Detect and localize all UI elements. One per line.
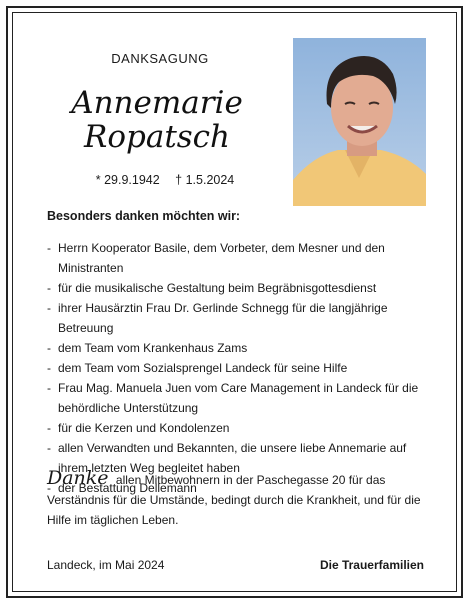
thanks-list bbox=[47, 238, 437, 498]
list-item: - Frau Mag. Manuela Juen vom Care Management in Landeck für die behördliche Unterstützung bbox=[47, 378, 437, 418]
portrait-photo bbox=[293, 38, 426, 206]
closing-paragraph bbox=[47, 468, 432, 530]
list-item: - der Bestattung Dellemann bbox=[47, 478, 437, 498]
birth-date: * 29.9.1942 bbox=[95, 173, 160, 187]
list-item: - Herrn Kooperator Basile, dem Vorbeter, dem Mesner und den Ministranten bbox=[47, 238, 437, 278]
death-date: † 1.5.2024 bbox=[175, 173, 235, 187]
name-last: Ropatsch bbox=[83, 119, 231, 155]
list-item: - dem Team vom Sozialsprengel Landeck für seine Hilfe bbox=[47, 358, 437, 378]
heading: DANKSAGUNG bbox=[111, 51, 209, 66]
life-dates bbox=[60, 173, 270, 187]
place-date: Landeck, im Mai 2024 bbox=[47, 558, 165, 572]
list-item: - für die musikalische Gestaltung beim Begräbnisgottesdienst bbox=[47, 278, 437, 298]
list-item: - allen Verwandten und Bekannten, die unsere liebe Annemarie auf ihrem letzten Weg begleitet haben bbox=[47, 438, 437, 478]
name-first: Annemarie bbox=[71, 85, 243, 121]
list-item: - ihrer Hausärztin Frau Dr. Gerlinde Schnegg für die langjährige Betreuung bbox=[47, 298, 437, 338]
closing-text: allen Mitbewohnern in der Paschegasse 20 für das Verständnis für die Umstände, bedingt durch die Krankheit, und für die Hilfe im täglichen Leben. bbox=[47, 473, 421, 527]
danke-word: Danke bbox=[47, 467, 109, 489]
list-item: - dem Team vom Krankenhaus Zams bbox=[47, 338, 437, 358]
thanks-title: Besonders danken möchten wir: bbox=[47, 209, 241, 223]
list-item: - für die Kerzen und Kondolenzen bbox=[47, 418, 437, 438]
family-signature: Die Trauerfamilien bbox=[319, 558, 424, 572]
